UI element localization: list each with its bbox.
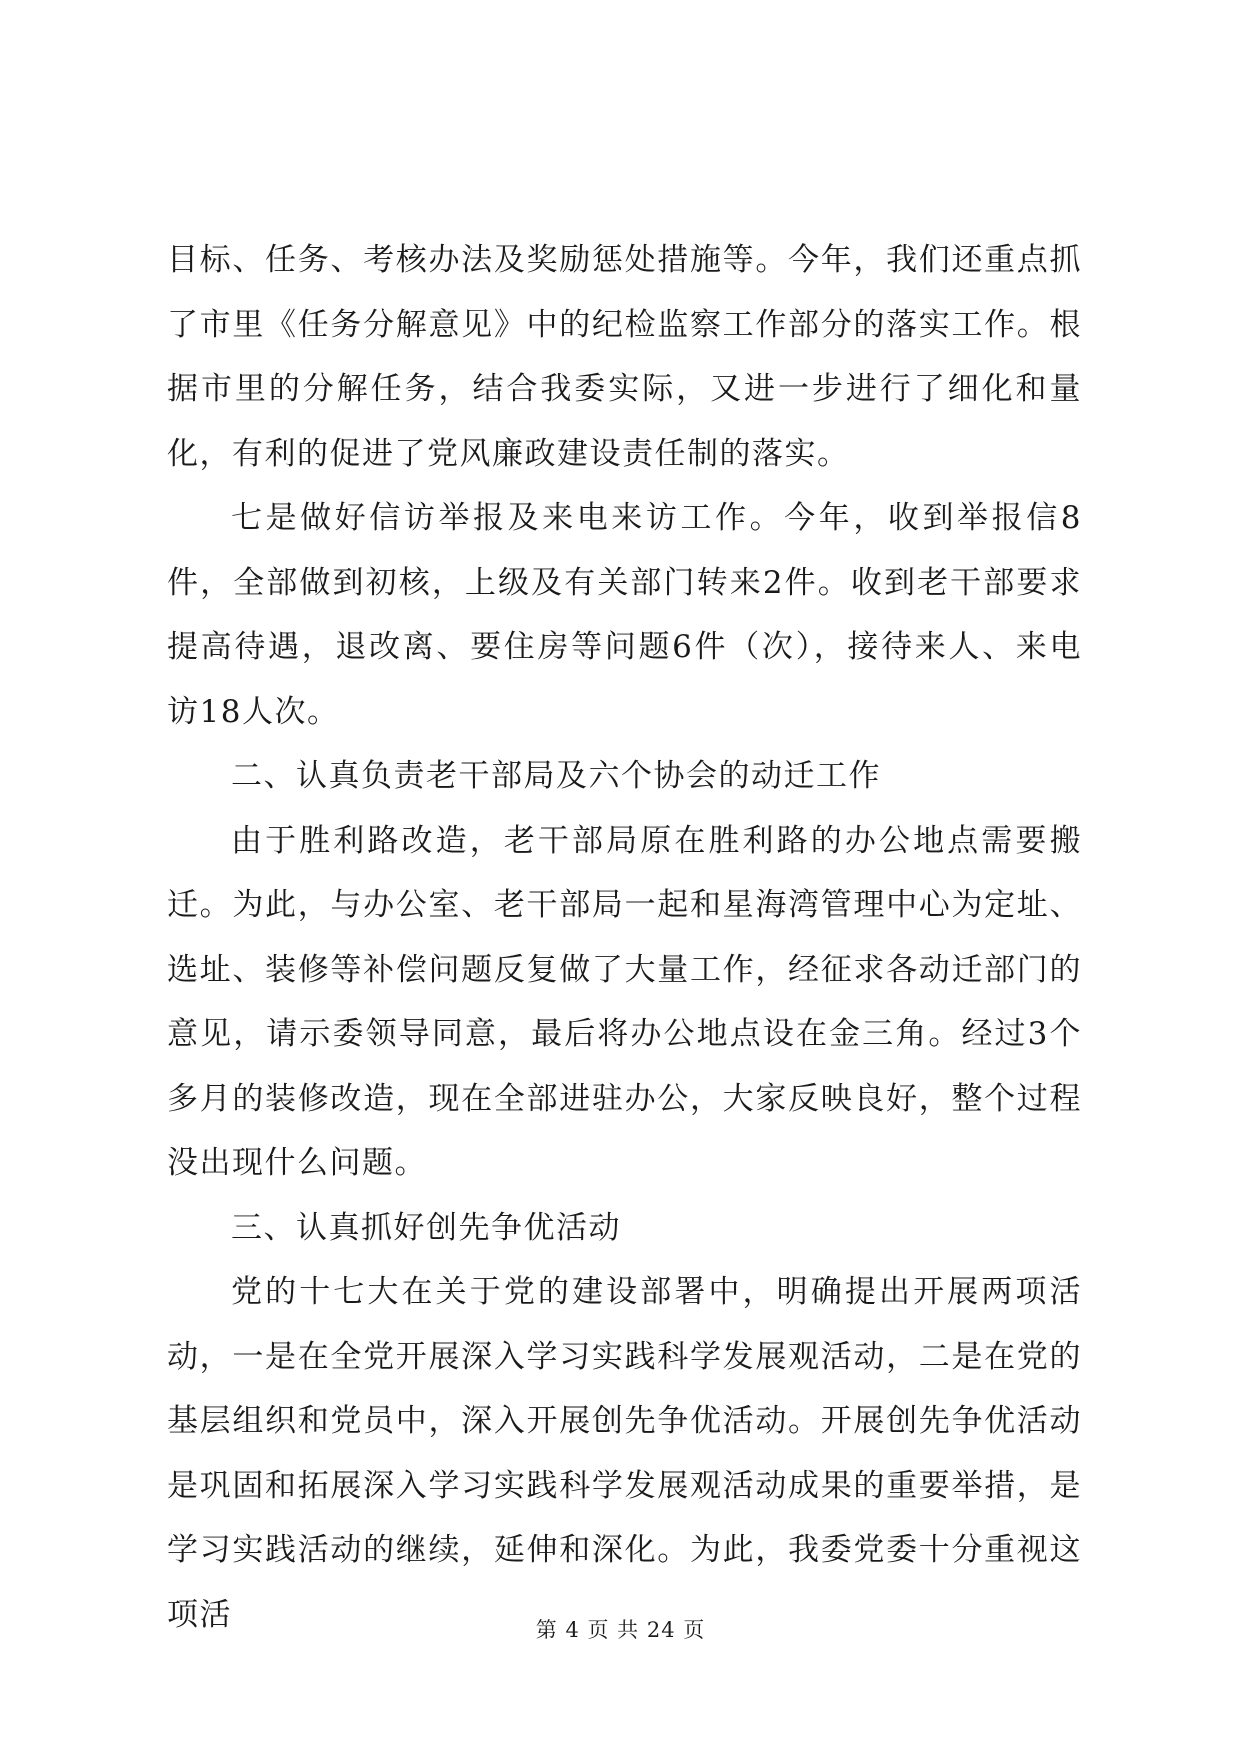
paragraph-excellence: 党的十七大在关于党的建设部署中，明确提出开展两项活动，一是在全党开展深入学习实践科学发展观活动，二是在党的基层组织和党员中，深入开展创先争优活动。开展创先争优活动是巩固和拓展深入学习实践科学发展观活动成果的重要举措，是学习实践活动的继续，延伸和深化。为此，我委党委十分重视这项活 xyxy=(167,1274,1082,1633)
paragraph-continuation: 目标、任务、考核办法及奖励惩处措施等。今年，我们还重点抓了市里《任务分解意见》中的纪检监察工作部分的落实工作。根据市里的分解任务，结合我委实际，又进一步进行了细化和量化，有利的促进了党风廉政建设责任制的落实。 xyxy=(167,242,1082,472)
section-heading-relocation: 二、认真负责老干部局及六个协会的动迁工作 xyxy=(231,758,881,794)
section-heading-excellence: 三、认真抓好创先争优活动 xyxy=(231,1209,621,1246)
paragraph-petition-work: 七是做好信访举报及来电来访工作。今年，收到举报信8件，全部做到初核，上级及有关部门转来2件。收到老干部要求提高待遇，退改离、要住房等问题6件（次），接待来人、来电访18人次。 xyxy=(167,500,1082,730)
page-number-footer: 第 4 页 共 24 页 xyxy=(535,1618,706,1642)
document-body xyxy=(167,228,1082,1647)
paragraph-relocation: 由于胜利路改造，老干部局原在胜利路的办公地点需要搬迁。为此，与办公室、老干部局一起和星海湾管理中心为定址、选址、装修等补偿问题反复做了大量工作，经征求各动迁部门的意见，请示委领导同意，最后将办公地点设在金三角。经过3个多月的装修改造，现在全部进驻办公，大家反映良好，整个过程没出现什么问题。 xyxy=(167,822,1082,1181)
